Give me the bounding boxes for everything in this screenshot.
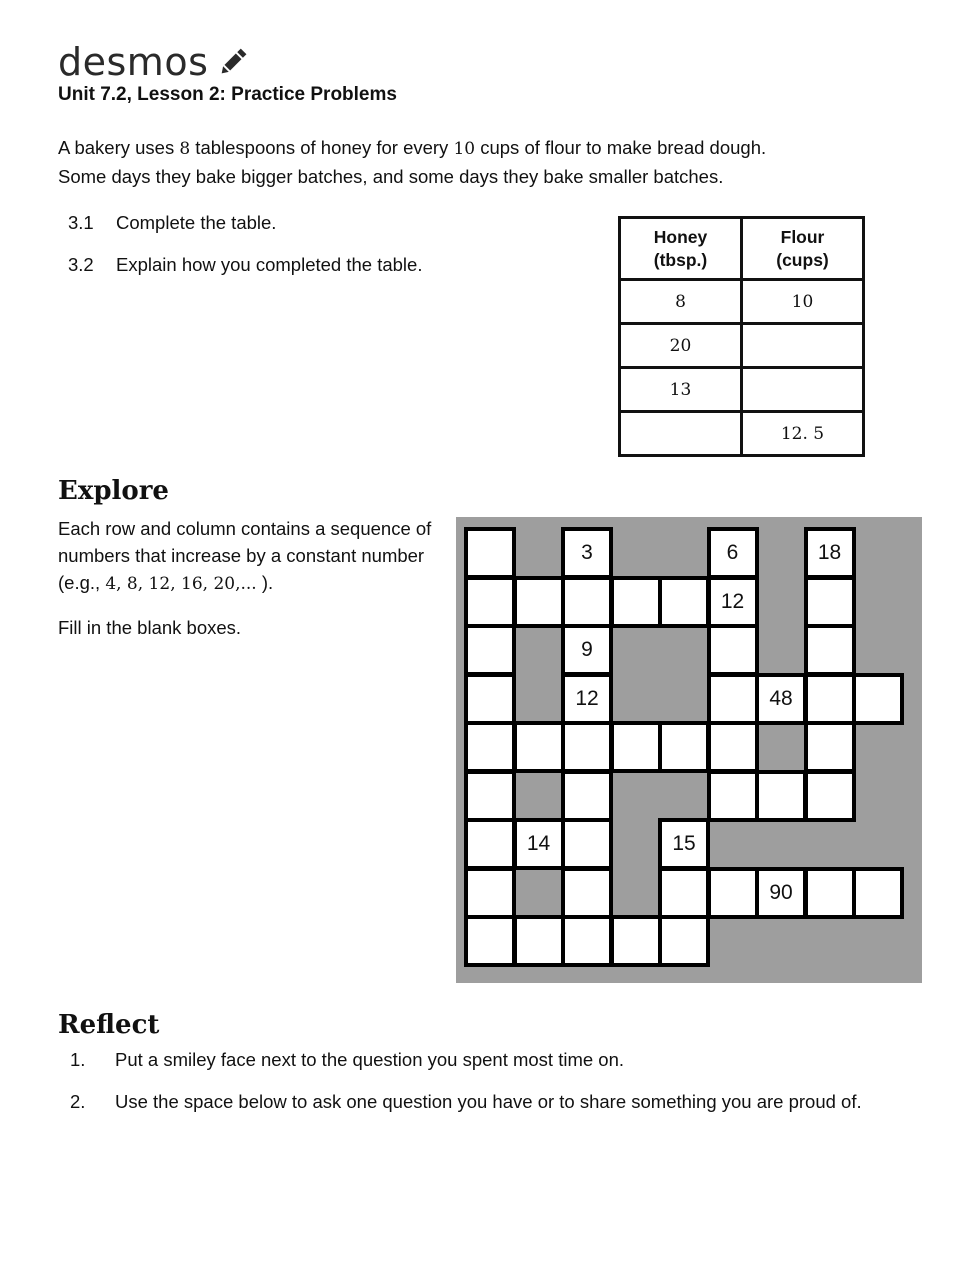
grid-cell-blank[interactable] (658, 915, 710, 967)
grid-cell-blank[interactable] (707, 673, 759, 725)
table-cell: 10 (742, 280, 864, 324)
grid-cell-blank[interactable] (804, 624, 856, 676)
table-header-flour: Flour (cups) (742, 218, 864, 280)
grid-cell-blank[interactable] (464, 915, 516, 967)
grid-cell-blank[interactable] (464, 721, 516, 773)
grid-cell-blank[interactable] (464, 818, 516, 870)
grid-cell-blank[interactable] (610, 915, 662, 967)
grid-cell-given: 90 (755, 867, 807, 919)
grid-cell-blank[interactable] (755, 770, 807, 822)
table-row (620, 280, 864, 324)
grid-cell-blank[interactable] (464, 673, 516, 725)
reflect-heading: Reflect (58, 1010, 160, 1040)
grid-cell-blank[interactable] (561, 770, 613, 822)
table-row (620, 368, 864, 412)
table-cell-blank[interactable] (620, 412, 742, 456)
grid-cell-blank[interactable] (464, 624, 516, 676)
grid-cell-blank[interactable] (610, 721, 662, 773)
table-header-honey: Honey (tbsp.) (620, 218, 742, 280)
grid-cell-given: 6 (707, 527, 759, 579)
table-cell-blank[interactable] (742, 324, 864, 368)
explore-instructions: Each row and column contains a sequence of numbers that increase by a constant number (e.g., 4, 8, 12, 16, 20,... ). Fill in the blank boxes. (58, 518, 432, 638)
grid-cell-given: 9 (561, 624, 613, 676)
grid-cell-blank[interactable] (464, 770, 516, 822)
grid-cell-blank[interactable] (464, 867, 516, 919)
table-cell: 20 (620, 324, 742, 368)
grid-cell-blank[interactable] (513, 721, 565, 773)
grid-cell-blank[interactable] (852, 673, 904, 725)
table-cell: 13 (620, 368, 742, 412)
logo-text: desmos (58, 40, 209, 84)
grid-cell-blank[interactable] (464, 576, 516, 628)
honey-flour-table (618, 216, 865, 457)
table-row (620, 324, 864, 368)
grid-cell-blank[interactable] (561, 721, 613, 773)
table-cell: 8 (620, 280, 742, 324)
grid-cell-given: 12 (707, 576, 759, 628)
grid-cell-blank[interactable] (658, 721, 710, 773)
reflect-item-2: 2. Use the space below to ask one question you have or to share something you are proud of. (70, 1091, 862, 1112)
grid-cell-blank[interactable] (561, 867, 613, 919)
grid-cell-blank[interactable] (513, 915, 565, 967)
grid-cell-blank[interactable] (804, 576, 856, 628)
grid-cell-given: 18 (804, 527, 856, 579)
grid-cell-blank[interactable] (513, 576, 565, 628)
question-3-2: 3.2 Explain how you completed the table. (68, 254, 423, 275)
table-row (620, 412, 864, 456)
grid-cell-given: 48 (755, 673, 807, 725)
grid-cell-blank[interactable] (707, 721, 759, 773)
grid-cell-blank[interactable] (464, 527, 516, 579)
grid-cell-given: 12 (561, 673, 613, 725)
page-subtitle: Unit 7.2, Lesson 2: Practice Problems (58, 84, 397, 105)
table-cell-blank[interactable] (742, 368, 864, 412)
grid-cell-given: 3 (561, 527, 613, 579)
grid-cell-blank[interactable] (804, 770, 856, 822)
explore-heading: Explore (58, 476, 169, 506)
grid-cell-blank[interactable] (707, 867, 759, 919)
grid-cell-blank[interactable] (658, 867, 710, 919)
desmos-logo (58, 40, 250, 84)
question-3-1: 3.1 Complete the table. (68, 212, 277, 233)
number-grid-puzzle (456, 517, 922, 983)
grid-cell-blank[interactable] (852, 867, 904, 919)
table-cell: 12. 5 (742, 412, 864, 456)
grid-cell-blank[interactable] (707, 624, 759, 676)
grid-cell-blank[interactable] (561, 576, 613, 628)
grid-cell-blank[interactable] (561, 818, 613, 870)
problem-intro: A bakery uses 8 tablespoons of honey for every 10 cups of flour to make bread dough. Some days they bake bigger batches, and some days they bake smaller batches. (58, 137, 767, 187)
grid-cell-blank[interactable] (804, 673, 856, 725)
grid-cell-given: 15 (658, 818, 710, 870)
reflect-item-1: 1. Put a smiley face next to the question you spent most time on. (70, 1049, 625, 1070)
grid-cell-given: 14 (513, 818, 565, 870)
grid-cell-blank[interactable] (804, 721, 856, 773)
grid-cell-blank[interactable] (561, 915, 613, 967)
grid-cell-blank[interactable] (658, 576, 710, 628)
grid-cell-blank[interactable] (610, 576, 662, 628)
grid-cell-blank[interactable] (804, 867, 856, 919)
grid-cell-blank[interactable] (707, 770, 759, 822)
pencil-icon (216, 45, 250, 79)
